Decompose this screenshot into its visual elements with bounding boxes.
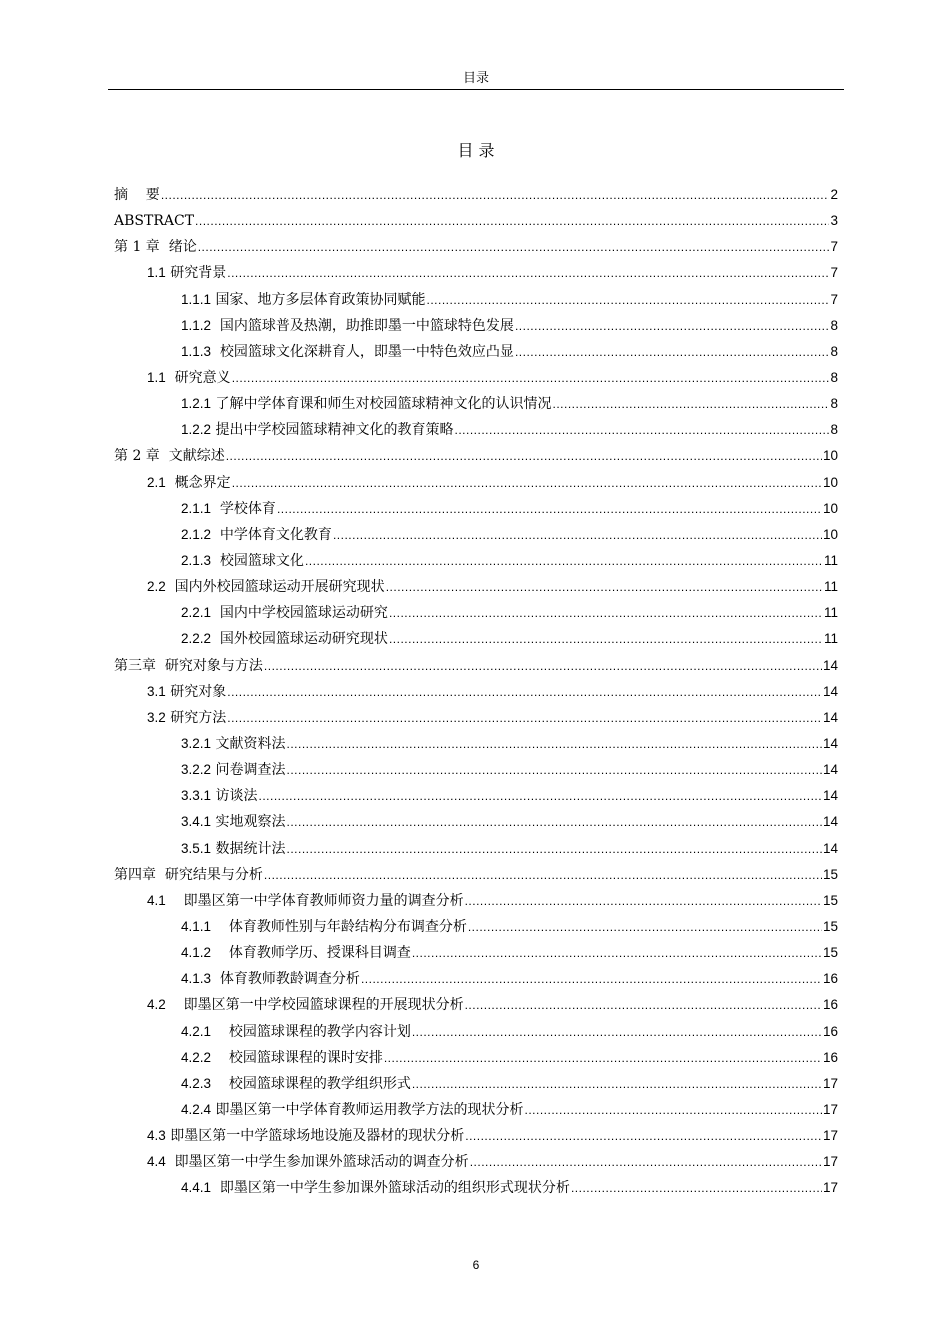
- toc-entry-label: [181, 600, 388, 626]
- toc-entry[interactable]: [114, 1123, 838, 1149]
- toc-entry-number: 1.2.2: [181, 422, 212, 438]
- toc-entry-label: [147, 1123, 464, 1149]
- toc-entry-text: 即墨区第一中学篮球场地设施及器材的现状分析: [165, 1128, 465, 1145]
- toc-entry-label: [181, 548, 304, 574]
- toc-entry-label: [181, 731, 285, 757]
- toc-entry-page: 11: [823, 605, 838, 621]
- toc-entry-text: 即墨区第一中学生参加课外篮球活动的组织形式现状分析: [211, 1180, 570, 1197]
- toc-entry-page: 15: [822, 918, 838, 934]
- toc-entry-text: 国内篮球普及热潮，助推即墨一中篮球特色发展: [211, 317, 514, 334]
- running-header: 目录: [462, 71, 489, 86]
- toc-entry-page: 10: [822, 474, 838, 490]
- toc-entry-label: [181, 1019, 411, 1045]
- toc-dot-leader: [258, 783, 821, 809]
- toc-entry-text: 第 1 章 绪论: [114, 239, 197, 256]
- toc-entry-page: 7: [830, 265, 838, 281]
- toc-entry-text: 即墨区第一中学校园篮球课程的开展现状分析: [165, 997, 464, 1014]
- toc-entry-number: 2.2: [147, 579, 166, 595]
- toc-entry-page: 17: [822, 1075, 838, 1091]
- toc-entry-page: 14: [822, 683, 838, 699]
- toc-entry-page: 11: [823, 552, 838, 568]
- toc-entry-label: [181, 966, 360, 992]
- toc-entry-text: 国外校园篮球运动研究现状: [211, 631, 388, 648]
- toc-dot-leader: [198, 234, 830, 260]
- toc-entry-label: [147, 470, 231, 496]
- toc-entry-number: 2.2.2: [181, 631, 212, 647]
- toc-entry[interactable]: [114, 862, 838, 888]
- toc-entry[interactable]: [114, 391, 838, 417]
- toc-entry[interactable]: [114, 731, 838, 757]
- toc-dot-leader: [386, 574, 823, 600]
- toc-entry-page: 14: [822, 814, 838, 830]
- toc-entry-number: 2.1.1: [181, 500, 212, 516]
- toc-dot-leader: [227, 679, 822, 705]
- toc-entry-text: 研究方法: [165, 709, 227, 726]
- toc-entry[interactable]: [114, 260, 838, 286]
- toc-dot-leader: [454, 417, 829, 443]
- toc-entry-page: 16: [822, 1023, 838, 1039]
- toc-entry[interactable]: [114, 365, 838, 391]
- toc-dot-leader: [286, 836, 821, 862]
- toc-entry[interactable]: [114, 443, 838, 469]
- toc-entry-page: 17: [822, 1154, 838, 1170]
- toc-entry[interactable]: [114, 626, 838, 652]
- toc-dot-leader: [465, 888, 822, 914]
- toc-entry[interactable]: [114, 679, 838, 705]
- toc-entry-label: [181, 836, 285, 862]
- toc-entry-text: 第四章 研究结果与分析: [114, 866, 263, 883]
- toc-dot-leader: [515, 339, 830, 365]
- toc-entry-label: [147, 705, 226, 731]
- toc-dot-leader: [226, 443, 822, 469]
- page-number: 6: [472, 1258, 480, 1272]
- toc-entry-text: 学校体育: [211, 500, 276, 517]
- toc-entry[interactable]: [114, 234, 838, 260]
- toc-dot-leader: [412, 1071, 822, 1097]
- toc-entry[interactable]: [114, 182, 838, 208]
- toc-entry-number: 2.1: [147, 474, 166, 490]
- toc-entry-page: 14: [822, 735, 838, 751]
- toc-entry[interactable]: [114, 313, 838, 339]
- toc-entry-number: 1.1.2: [181, 317, 212, 333]
- toc-entry[interactable]: [114, 522, 838, 548]
- toc-entry-text: 即墨区第一中学体育教师师资力量的调查分析: [165, 892, 464, 909]
- toc-entry-label: [147, 888, 464, 914]
- toc-entry[interactable]: [114, 940, 838, 966]
- toc-entry-text: 校园篮球文化: [211, 552, 304, 569]
- toc-entry-label: [114, 234, 197, 260]
- toc-entry[interactable]: [114, 417, 838, 443]
- toc-entry-text: 体育教师教龄调查分析: [211, 971, 360, 988]
- toc-entry-page: 11: [823, 579, 838, 595]
- toc-entry[interactable]: [114, 548, 838, 574]
- toc-entry[interactable]: [114, 836, 838, 862]
- toc-dot-leader: [264, 653, 822, 679]
- toc-entry-label: [114, 443, 225, 469]
- toc-entry[interactable]: [114, 653, 838, 679]
- toc-entry-text: 校园篮球课程的课时安排: [211, 1049, 383, 1066]
- toc-entry-number: 2.2.1: [181, 605, 212, 621]
- toc-entry-number: 1.1: [147, 265, 166, 281]
- toc-entry-label: [181, 626, 388, 652]
- toc-entry-number: 4.2.3: [181, 1075, 212, 1091]
- toc-dot-leader: [465, 992, 822, 1018]
- toc-entry-page: 15: [822, 945, 838, 961]
- toc-entry-text: 访谈法: [211, 788, 258, 805]
- toc-entry-label: [181, 287, 425, 313]
- toc-entry-page: 2: [830, 187, 838, 202]
- toc-entry-label: [181, 391, 551, 417]
- toc-title: 目 录: [457, 141, 495, 160]
- toc-entry-page: 14: [822, 762, 838, 778]
- toc-entry-number: 3.1: [147, 683, 166, 699]
- toc-entry-label: [114, 208, 194, 234]
- toc-entry-page: 14: [822, 840, 838, 856]
- toc-entry-text: 问卷调查法: [211, 762, 286, 779]
- toc-entry-label: [147, 992, 464, 1018]
- toc-dot-leader: [305, 548, 823, 574]
- toc-dot-leader: [264, 862, 822, 888]
- toc-entry-label: [114, 653, 263, 679]
- toc-dot-leader: [468, 914, 822, 940]
- toc-entry-page: 8: [830, 369, 838, 385]
- toc-entry-label: [147, 1149, 469, 1175]
- toc-dot-leader: [470, 1149, 822, 1175]
- toc-dot-leader: [227, 260, 829, 286]
- toc-entry-number: 4.2.1: [181, 1023, 212, 1039]
- toc-entry-page: 10: [822, 500, 838, 516]
- toc-entry-label: [181, 522, 332, 548]
- toc-entry[interactable]: [114, 470, 838, 496]
- toc-entry-label: [147, 365, 231, 391]
- toc-entry-text: 概念界定: [165, 474, 231, 491]
- toc-entry-text: 实地观察法: [211, 814, 286, 831]
- toc-entry-page: 3: [830, 213, 838, 229]
- toc-entry-page: 15: [822, 866, 838, 882]
- toc-entry[interactable]: [114, 287, 838, 313]
- toc-dot-leader: [465, 1123, 822, 1149]
- toc-entry-page: 7: [830, 239, 838, 255]
- toc-entry-label: [181, 1045, 383, 1071]
- toc-entry-page: 17: [822, 1101, 838, 1117]
- toc-entry-number: 4.1: [147, 892, 166, 908]
- toc-entry-label: [147, 574, 385, 600]
- toc-entry-number: 3.4.1: [181, 814, 212, 830]
- toc-entry-text: 研究意义: [165, 369, 231, 386]
- table-of-contents: [114, 182, 838, 1201]
- toc-dot-leader: [571, 1175, 822, 1201]
- toc-entry[interactable]: [114, 1071, 838, 1097]
- toc-entry-text: 国内外校园篮球运动开展研究现状: [165, 579, 385, 596]
- toc-dot-leader: [286, 809, 821, 835]
- toc-entry[interactable]: [114, 1019, 838, 1045]
- toc-entry[interactable]: [114, 1097, 838, 1123]
- toc-entry-number: 4.2.4: [181, 1101, 212, 1117]
- toc-entry-page: 11: [823, 631, 838, 647]
- toc-entry-number: 4.4.1: [181, 1180, 212, 1196]
- toc-entry-text: 国家、地方多层体育政策协同赋能: [211, 291, 426, 308]
- toc-entry-number: 4.1.1: [181, 918, 212, 934]
- toc-entry-text: 第 2 章 文献综述: [114, 448, 225, 465]
- toc-entry-text: 校园篮球课程的教学组织形式: [211, 1075, 411, 1092]
- toc-entry[interactable]: [114, 992, 838, 1018]
- header-rule: [108, 89, 844, 90]
- toc-entry-text: 国内中学校园篮球运动研究: [211, 605, 388, 622]
- toc-entry-number: 3.2.1: [181, 735, 212, 751]
- toc-entry[interactable]: [114, 783, 838, 809]
- toc-entry-number: 4.4: [147, 1154, 166, 1170]
- toc-entry[interactable]: [114, 208, 838, 234]
- toc-dot-leader: [161, 182, 830, 208]
- toc-entry-page: 16: [822, 971, 838, 987]
- toc-entry-page: 10: [822, 526, 838, 542]
- toc-entry-page: 10: [822, 448, 838, 464]
- toc-entry-number: 2.1.2: [181, 526, 212, 542]
- toc-entry[interactable]: [114, 339, 838, 365]
- toc-entry-label: [181, 809, 285, 835]
- toc-entry-number: 3.2: [147, 709, 166, 725]
- toc-dot-leader: [333, 522, 822, 548]
- toc-entry-number: 4.2: [147, 997, 166, 1013]
- toc-entry-text: 体育教师性别与年龄结构分布调查分析: [211, 918, 467, 935]
- toc-entry[interactable]: [114, 496, 838, 522]
- toc-entry-number: 3.5.1: [181, 840, 212, 856]
- toc-entry-label: [181, 940, 411, 966]
- toc-dot-leader: [286, 757, 821, 783]
- toc-dot-leader: [412, 940, 822, 966]
- toc-entry-number: 4.2.2: [181, 1049, 212, 1065]
- toc-entry-page: 16: [822, 997, 838, 1013]
- toc-entry-label: [147, 260, 226, 286]
- toc-dot-leader: [515, 313, 830, 339]
- toc-entry-page: 8: [830, 422, 838, 438]
- toc-entry-label: [181, 757, 285, 783]
- toc-dot-leader: [232, 470, 822, 496]
- toc-entry-page: 17: [822, 1128, 838, 1144]
- toc-entry-page: 15: [822, 892, 838, 908]
- toc-entry-text: 研究背景: [165, 265, 227, 282]
- toc-entry[interactable]: [114, 574, 838, 600]
- toc-entry-label: [181, 783, 257, 809]
- toc-entry-number: 3.2.2: [181, 762, 212, 778]
- toc-entry[interactable]: [114, 1175, 838, 1201]
- toc-entry-text: 校园篮球课程的教学内容计划: [211, 1023, 411, 1040]
- toc-dot-leader: [277, 496, 822, 522]
- toc-entry[interactable]: [114, 600, 838, 626]
- toc-entry-text: 即墨区第一中学生参加课外篮球活动的调查分析: [165, 1154, 469, 1171]
- toc-entry-number: 1.2.1: [181, 396, 212, 412]
- toc-entry[interactable]: [114, 914, 838, 940]
- toc-dot-leader: [426, 287, 829, 313]
- toc-entry-page: 14: [822, 709, 838, 725]
- toc-entry-label: [181, 496, 276, 522]
- toc-dot-leader: [552, 391, 829, 417]
- toc-entry-text: 文献资料法: [211, 735, 286, 752]
- toc-entry-text: 提出中学校园篮球精神文化的教育策略: [211, 422, 454, 439]
- toc-entry-number: 1.1.3: [181, 343, 212, 359]
- toc-entry-text: ABSTRACT: [114, 213, 195, 230]
- toc-entry-text: 即墨区第一中学体育教师运用教学方法的现状分析: [211, 1101, 524, 1118]
- toc-entry-number: 1.1: [147, 369, 166, 385]
- toc-entry-label: [147, 679, 226, 705]
- toc-entry-number: 2.1.3: [181, 552, 212, 568]
- toc-entry-number: 4.3: [147, 1128, 166, 1144]
- toc-entry-number: 4.1.2: [181, 945, 212, 961]
- toc-entry-label: [114, 182, 160, 208]
- toc-entry[interactable]: [114, 1149, 838, 1175]
- toc-entry-text: 了解中学体育课和师生对校园篮球精神文化的认识情况: [211, 396, 552, 413]
- toc-entry-number: 1.1.1: [181, 291, 212, 307]
- toc-entry-label: [181, 1175, 570, 1201]
- toc-entry-page: 8: [830, 317, 838, 333]
- toc-entry-text: 第三章 研究对象与方法: [114, 657, 263, 674]
- toc-entry[interactable]: [114, 966, 838, 992]
- toc-entry-label: [181, 914, 467, 940]
- toc-entry-text: 数据统计法: [211, 840, 286, 857]
- toc-entry-page: 17: [822, 1180, 838, 1196]
- toc-dot-leader: [524, 1097, 821, 1123]
- toc-entry-page: 16: [822, 1049, 838, 1065]
- toc-entry[interactable]: [114, 757, 838, 783]
- toc-entry-text: 中学体育文化教育: [211, 526, 332, 543]
- toc-entry-text: 摘 要: [114, 187, 160, 203]
- toc-entry-label: [181, 313, 514, 339]
- toc-dot-leader: [412, 1019, 822, 1045]
- toc-dot-leader: [195, 208, 829, 234]
- toc-dot-leader: [232, 365, 830, 391]
- toc-entry[interactable]: [114, 809, 838, 835]
- toc-entry-number: 3.3.1: [181, 788, 212, 804]
- toc-entry-label: [181, 1071, 411, 1097]
- toc-entry[interactable]: [114, 1045, 838, 1071]
- toc-entry-text: 体育教师学历、授课科目调查: [211, 945, 411, 962]
- toc-entry[interactable]: [114, 888, 838, 914]
- toc-entry-page: 14: [822, 788, 838, 804]
- toc-dot-leader: [227, 705, 822, 731]
- toc-entry-page: 8: [830, 396, 838, 412]
- toc-entry-page: 7: [830, 291, 838, 307]
- toc-dot-leader: [384, 1045, 822, 1071]
- toc-entry-label: [181, 1097, 523, 1123]
- toc-entry-label: [181, 339, 514, 365]
- toc-dot-leader: [286, 731, 821, 757]
- toc-entry-label: [181, 417, 453, 443]
- toc-entry[interactable]: [114, 705, 838, 731]
- toc-entry-text: 研究对象: [165, 683, 227, 700]
- toc-entry-page: 8: [830, 343, 838, 359]
- toc-dot-leader: [389, 600, 823, 626]
- toc-entry-text: 校园篮球文化深耕育人，即墨一中特色效应凸显: [211, 343, 514, 360]
- toc-dot-leader: [389, 626, 823, 652]
- toc-entry-label: [114, 862, 263, 888]
- toc-dot-leader: [361, 966, 822, 992]
- toc-entry-number: 4.1.3: [181, 971, 212, 987]
- toc-entry-page: 14: [822, 657, 838, 673]
